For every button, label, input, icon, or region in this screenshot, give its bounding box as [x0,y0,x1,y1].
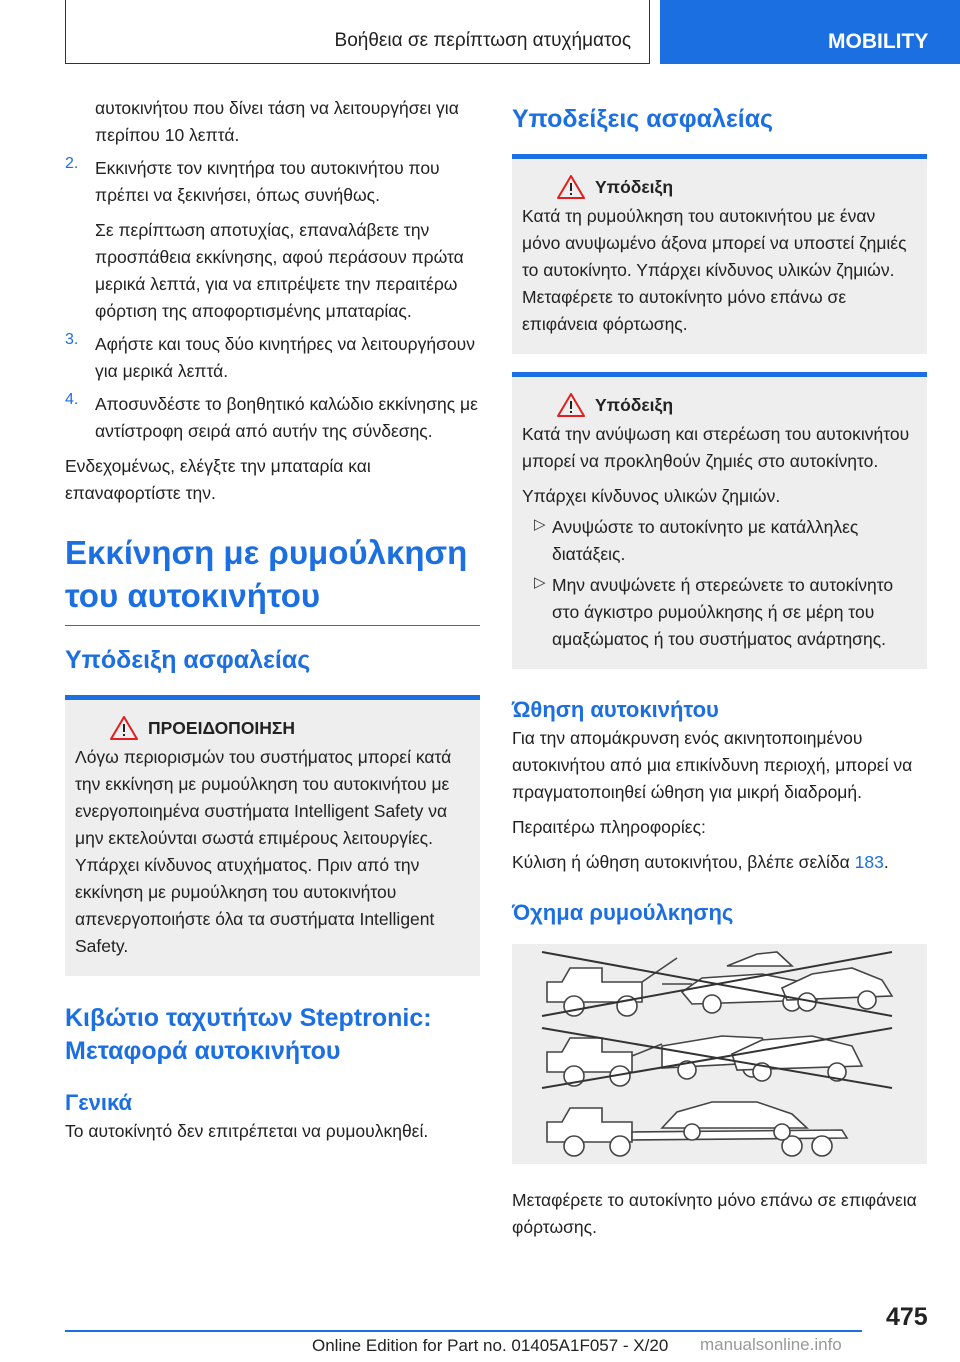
reference-text: Κύλιση ή ώθηση αυτοκινήτου, βλέπε σελίδα [512,852,850,872]
push-text: Για την απομάκρυνση ενός ακινητοποιημένου αυτοκινήτου από μια επικίνδυνη περιοχή, μπορεί να πραγματοποιηθεί ώθηση για μικρή διαδρομή. [512,728,913,802]
heading-tow-start: Εκκίνηση με ρυμούλκηση του αυτοκινήτου [65,531,480,626]
warning-icon [557,175,585,199]
heading-tow-vehicle: Όχημα ρυμούλκησης [512,900,734,925]
page-number: 475 [886,1303,928,1331]
bullet-text: Μην ανυψώνετε ή στερεώνετε το αυτοκίνητο στο άγκιστρο ρυμούλκησης ή σε μέρη του αμαξώματος ή του συστήματος ανάρτησης. [552,575,894,649]
step-text: Εκκινήστε τον κινητήρα του αυτοκινήτου που πρέπει να ξεκινήσει, όπως συνήθως. [95,158,440,205]
heading-push-vehicle: Ώθηση αυτοκινήτου [512,697,719,722]
tow-truck-illustration [512,944,927,1164]
reference-end: . [883,852,889,872]
header-section-title: Βοήθεια σε περίπτωση ατυχήματος [334,30,631,51]
heading-general: Γενικά [65,1090,133,1115]
footer-edition: Online Edition for Part no. 01405A1F057 - X/20 [312,1336,669,1355]
header-chapter-label: MOBILITY [828,30,929,53]
note-header [522,175,917,199]
general-text: Το αυτοκίνητό δεν επιτρέπεται να ρυμουλκηθεί. [65,1121,429,1141]
bullet-text: Ανυψώστε το αυτοκίνητο με κατάλληλες διατάξεις. [552,517,859,564]
warning-icon [110,716,138,740]
warning-header [75,716,470,740]
note-box-2 [512,372,927,669]
right-column [512,95,927,1241]
warning-icon [557,393,585,417]
outro-text: Ενδεχομένως, ελέγξτε την μπαταρία και επαναφορτίστε την. [65,456,371,503]
step-3 [65,331,480,385]
more-info: Περαιτέρω πληροφορίες: [512,817,706,837]
step-text: Αποσυνδέστε το βοηθητικό καλώδιο εκκίνησης με αντίστροφη σειρά από αυτήν της σύνδεσης. [95,394,478,441]
footer-divider [65,1330,862,1332]
step1-continuation: αυτοκινήτου που δίνει τάση να λειτουργήσει για περίπου 10 λεπτά. [95,98,459,145]
heading-steptronic: Κιβώτιο ταχυτήτων Steptronic: Μεταφορά αυτοκινήτου [65,1004,432,1065]
note-box-1 [512,154,927,354]
step-number: 3. [65,331,79,348]
left-column [65,95,480,1145]
warning-text: Λόγω περιορισμών του συστήματος μπορεί κατά την εκκίνηση με ρυμούλκηση του αυτοκινήτου με ενεργοποιημένα συστήματα Intelligent Safety να μην εκτελούνται σωστά επιμέρους λειτουργίες. Υπάρχει κίνδυνος ατυχήματος. Πριν από την εκκίνηση με ρυμούλκηση του αυτοκινήτου απενεργοποιήστε όλα τα συστήματα Intelligent Safety. [75,747,452,956]
note-title: Υπόδειξη [595,176,674,197]
step-4 [65,391,480,445]
bullet-arrow-icon: ▷ [534,516,546,533]
step-text: Αφήστε και τους δύο κινητήρες να λειτουργήσουν για μερικά λεπτά. [95,334,475,381]
step-note: Σε περίπτωση αποτυχίας, επαναλάβετε την προσπάθεια εκκίνησης, αφού περάσουν πρώτα μερικά λεπτά, για να επιτρέψετε την περαιτέρω φόρτιση της αποφορτισμένης μπαταρίας. [95,220,464,321]
warning-title: ΠΡΟΕΙΔΟΠΟΙΗΣΗ [148,717,296,738]
step-number: 2. [65,155,79,172]
bullet-arrow-icon: ▷ [534,574,546,591]
header-section-tab [65,0,650,64]
note-risk: Υπάρχει κίνδυνος υλικών ζημιών. [522,486,781,506]
step-2 [65,155,480,325]
figure-caption: Μεταφέρετε το αυτοκίνητο μόνο επάνω σε επιφάνεια φόρτωσης. [512,1190,917,1237]
note-title: Υπόδειξη [595,394,674,415]
reference-page-link[interactable]: 183 [854,852,884,872]
heading-safety-note: Υπόδειξη ασφαλείας [65,646,311,674]
footer-watermark: manualsonline.info [700,1335,842,1354]
note-bullet [522,514,917,568]
note-bullet [522,572,917,653]
heading-safety-tips: Υποδείξεις ασφαλείας [512,105,774,133]
note-text: Κατά τη ρυμούλκηση του αυτοκινήτου με έναν μόνο ανυψωμένο άξονα μπορεί να υποστεί ζημιές το αυτοκίνητο. Υπάρχει κίνδυνος υλικών ζημιών. Μεταφέρετε το αυτοκίνητο μόνο επάνω σε επιφάνεια φόρτωσης. [522,206,907,334]
note-text: Κατά την ανύψωση και στερέωση του αυτοκινήτου μπορεί να προκληθούν ζημιές στο αυτοκίνητο. [522,424,910,471]
page-reference [512,849,927,876]
note-header [522,393,917,417]
step-number: 4. [65,391,79,408]
header-chapter-tab [660,0,960,64]
warning-box [65,695,480,976]
